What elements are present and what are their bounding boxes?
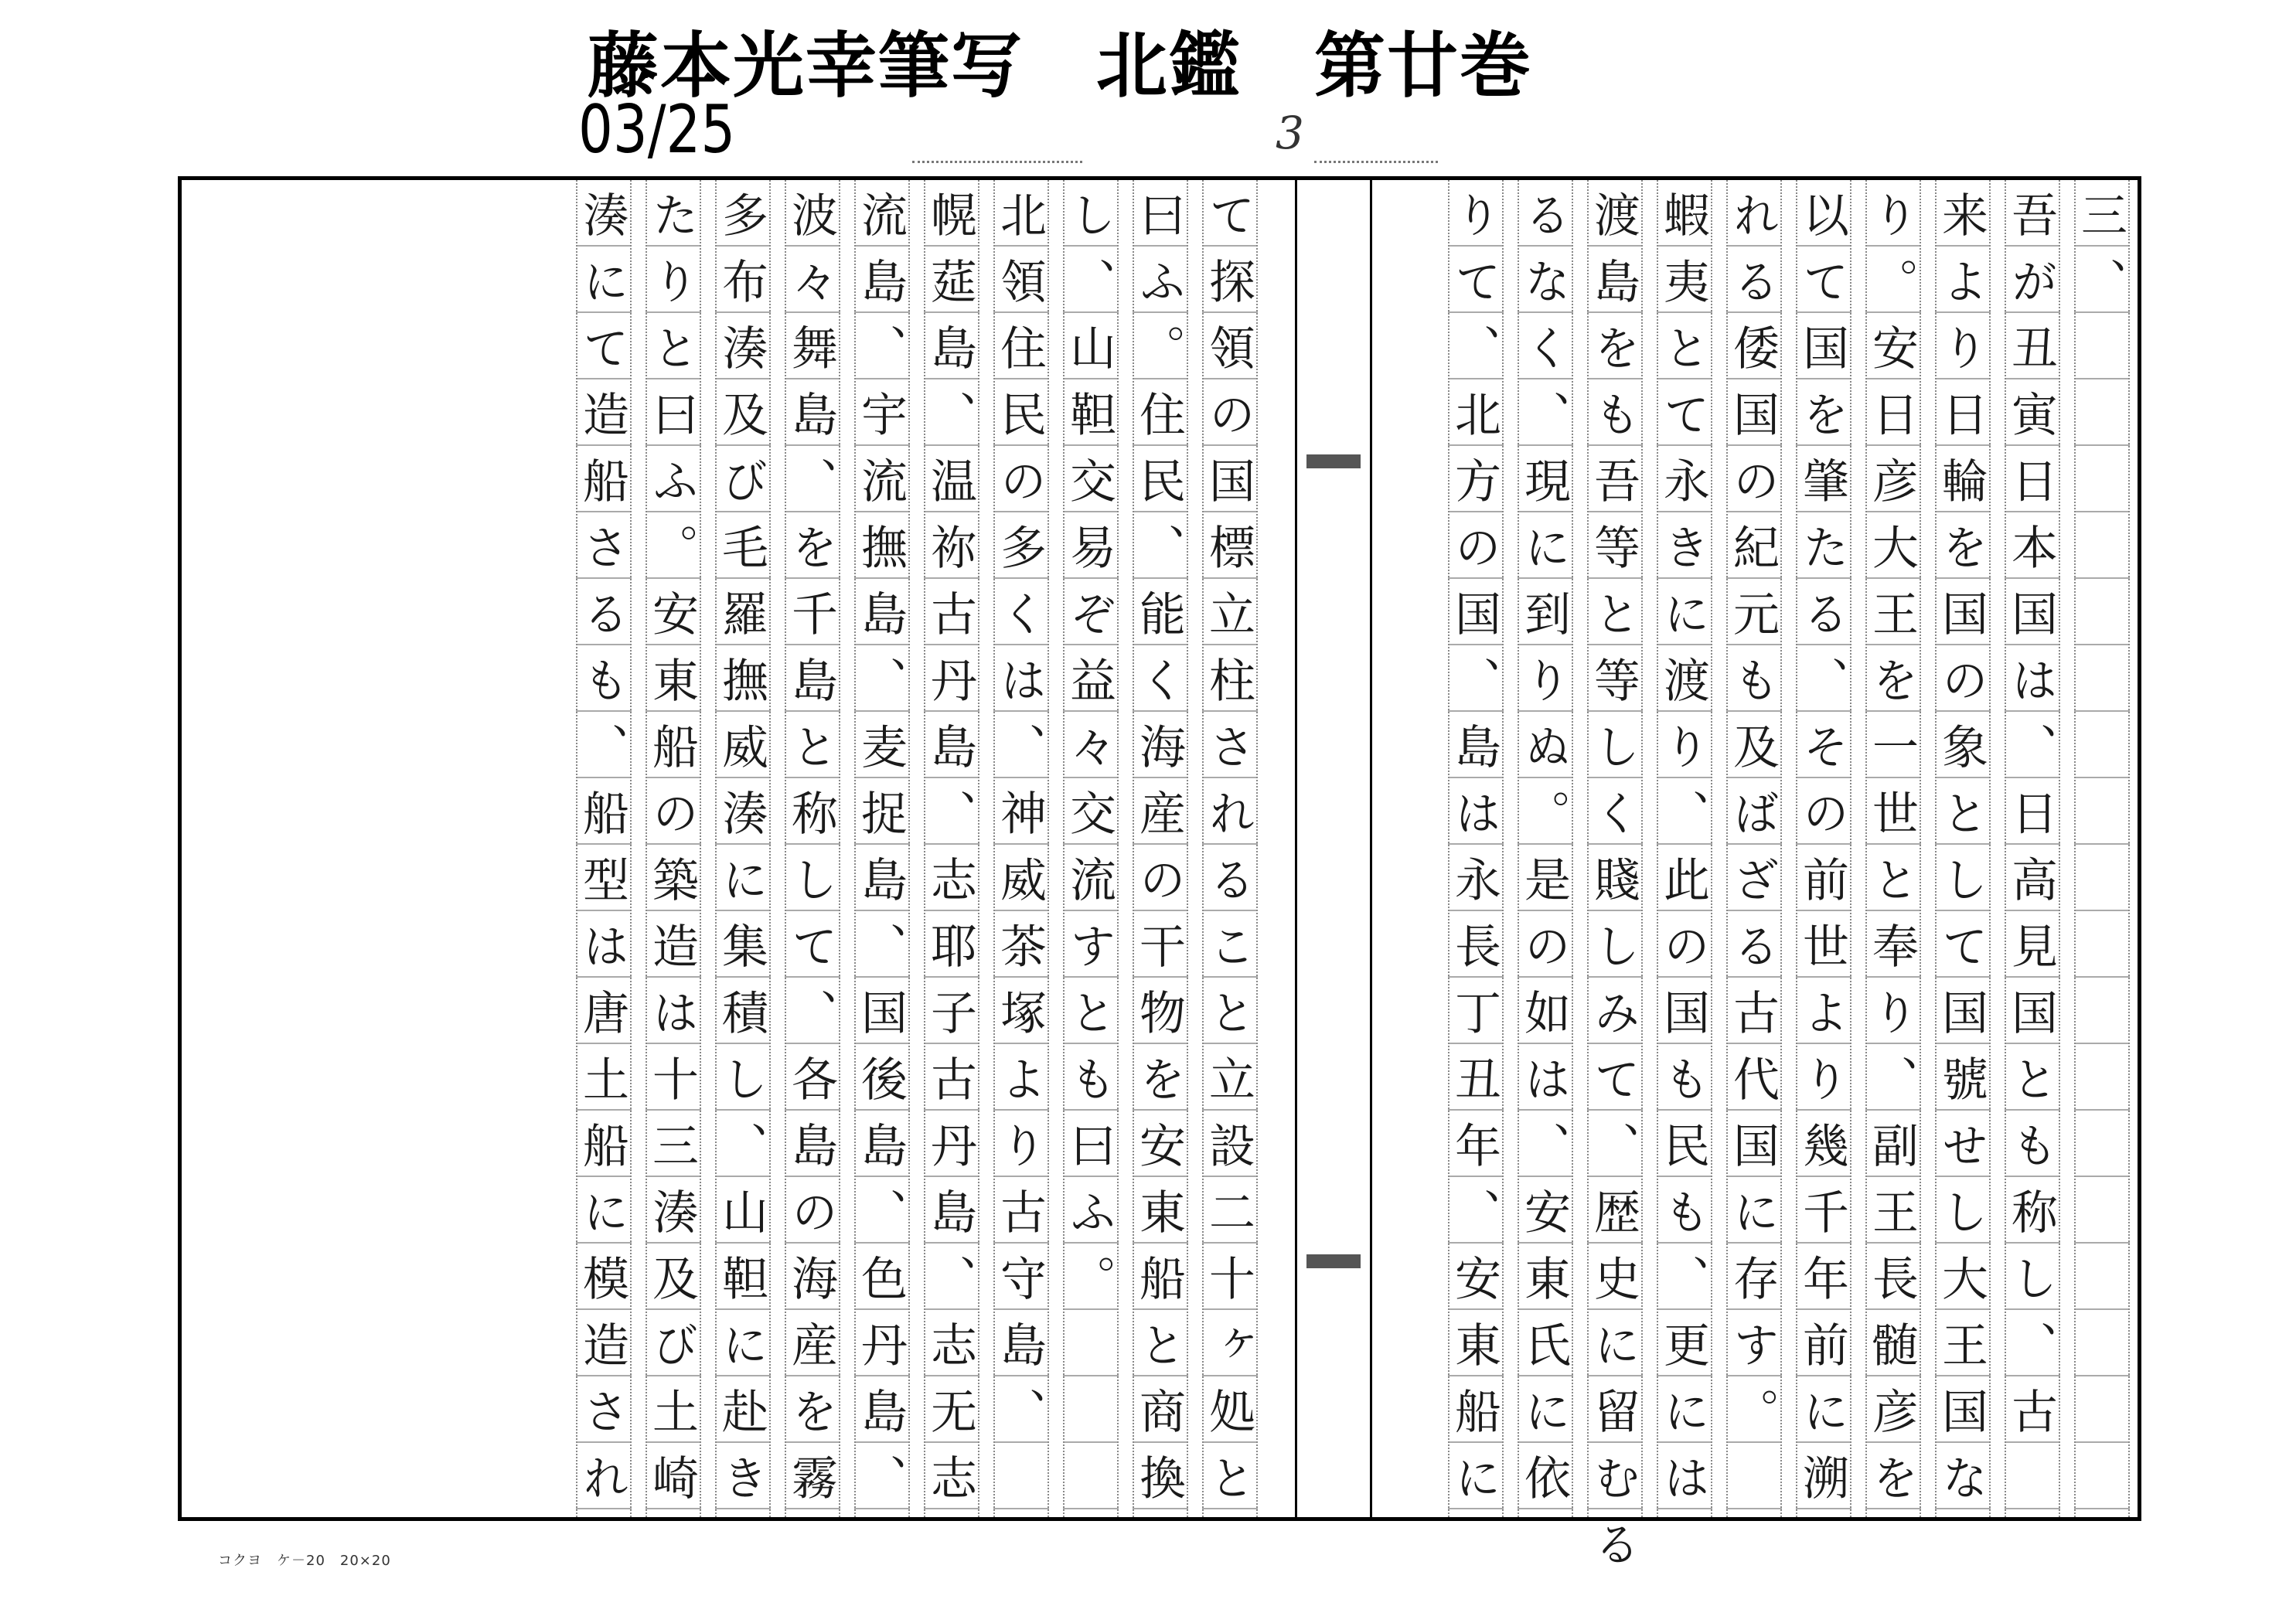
manuscript-column [923,180,979,1520]
manuscript-column [993,180,1049,1517]
manuscript-column [1865,180,1921,1520]
manuscript-column [645,180,701,1520]
center-gutter [1295,180,1372,1517]
document-date: 03/25 [578,91,736,168]
column-text: 来より日輪を国の象として国號せし大王国な [1934,191,1988,1520]
manuscript-column [1132,180,1188,1520]
manuscript-column [1447,180,1504,1520]
column-text: り。安日彦大王を一世と奉り、副王長髄彦を [1865,191,1919,1520]
manuscript-column [1795,180,1851,1520]
column-text: 渡島をも吾等と等しく賤しみて、歴史に留むる [1586,191,1640,1587]
column-text: 蝦夷とて永きに渡り、此の国も民も、更には [1656,191,1710,1520]
manuscript-column [1656,180,1712,1520]
column-text: て探領の国標立柱されること立設二十ヶ処と [1201,191,1255,1520]
header-divider-right [1314,161,1438,163]
column-text: 以て国を肇たる、その前世より幾千年前に溯 [1795,191,1849,1520]
document-title: 藤本光幸筆写 北鑑 第廿巻 [588,25,1533,107]
manuscript-column [1063,180,1119,1517]
manuscript-column [575,180,632,1520]
column-text: 湊にて造船さるも、船型は唐土船に模造され [575,191,629,1520]
column-text: るなく、現に到りぬ。是の如は、安東氏に依 [1517,191,1571,1520]
column-text: 吾が丑寅日本国は、日高見国とも称し、古 [2004,191,2058,1454]
column-text: れる倭国の紀元も及ばざる古代国に存す。 [1725,191,1780,1454]
column-text: 多布湊及び毛羅撫威湊に集積し、山靼に赴き [714,191,768,1520]
column-text: 三、 [2073,191,2127,324]
manuscript-column [1586,180,1643,1587]
paper-maker-mark: コクヨ ケ－20 20×20 [218,1553,391,1569]
manuscript-column [714,180,771,1520]
column-text: 流島、宇流撫島、麦捉島、国後島、色丹島、 [853,191,908,1520]
binding-mark [1306,454,1361,468]
header-divider-left [912,161,1082,163]
column-text: 幌莚島、温祢古丹島、志耶子古丹島、志无志 [923,191,977,1520]
manuscript-column [2074,180,2130,1517]
manuscript-column [2005,180,2060,1517]
manuscript-column [784,180,840,1520]
column-text: 波々舞島、を千島と称して、各島の海産を霧 [784,191,838,1520]
column-text: りて、北方の国、島は永長丁丑年、安東船に [1447,191,1501,1520]
column-text: たりと曰ふ。安東船の築造は十三湊及び土崎 [645,191,699,1520]
manuscript-column [1517,180,1573,1520]
manuscript-column [1201,180,1258,1520]
page-number: 3 [1276,107,1304,159]
column-text: し、山靼交易ぞ益々交流すとも曰ふ。 [1062,191,1116,1321]
manuscript-column [1934,180,1991,1520]
binding-mark [1306,1254,1361,1268]
manuscript-column [853,180,910,1520]
column-text: 北領住民の多くは、神威茶塚より古守島、 [993,191,1047,1454]
column-text: 曰ふ。住民、能く海産の干物を安東船と商換 [1132,191,1186,1520]
manuscript-column [1726,180,1782,1517]
